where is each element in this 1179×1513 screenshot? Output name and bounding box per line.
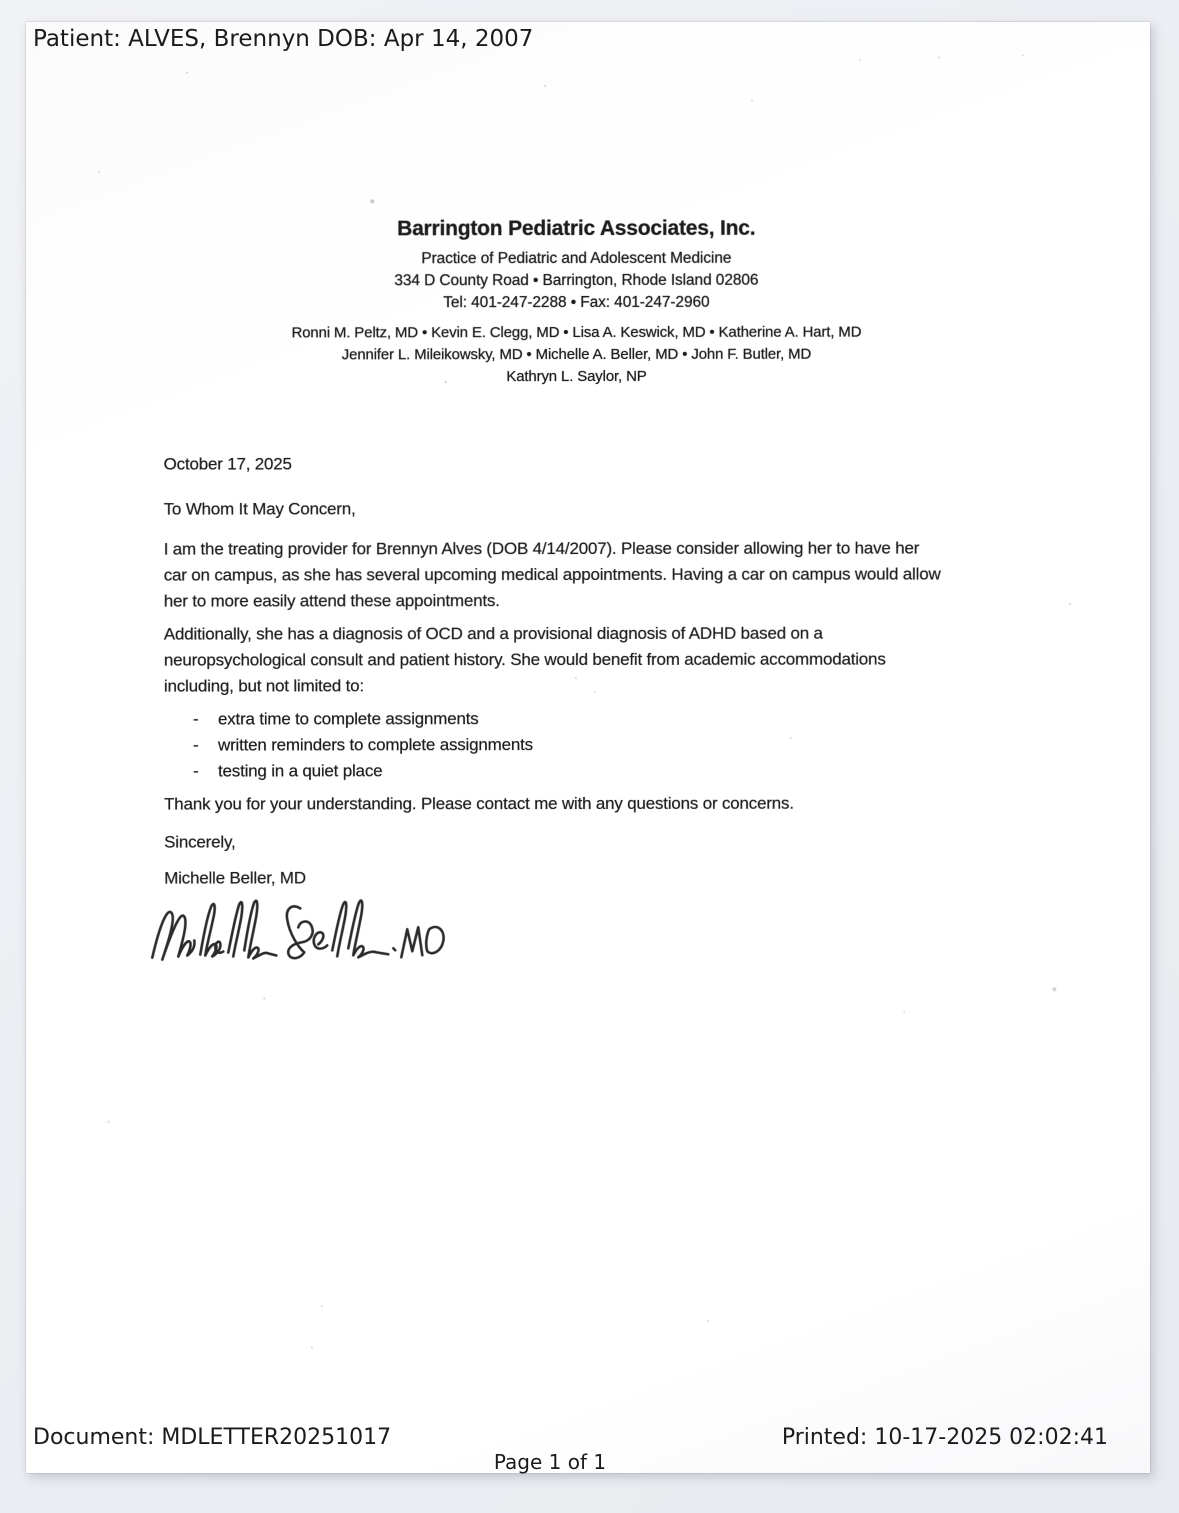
closing-paragraph: Thank you for your understanding. Please contact me with any questions or concerns. [164, 793, 794, 814]
list-item [164, 731, 1064, 758]
paragraph-diagnosis: Additionally, she has a diagnosis of OCD and a provisional diagnosis of ADHD based on a neuropsychological consult and patient history. She would benefit from academic accommodations including, but not limited to: [163, 623, 886, 696]
list-item [164, 757, 1064, 784]
list-item [164, 705, 1064, 732]
valediction: Sincerely, [164, 832, 236, 852]
providers-line-2: Jennifer L. Mileikowsky, MD • Michelle A. Beller, MD • John F. Butler, MD [341, 345, 812, 364]
providers-line-1: Ronni M. Peltz, MD • Kevin E. Clegg, MD • Lisa A. Keswick, MD • Katherine A. Hart, MD [291, 323, 862, 342]
bullet-dash: - [193, 761, 199, 781]
printed-timestamp: Printed: 10-17-2025 02:02:41 [781, 1425, 1108, 1450]
salutation: To Whom It May Concern, [163, 499, 356, 519]
practice-phone-fax: Tel: 401-247-2288 • Fax: 401-247-2960 [443, 293, 710, 312]
paragraph-car-request: I am the treating provider for Brennyn Alves (DOB 4/14/2007). Please consider allowing her to have her car on campus, as she has several upcoming medical appointments. Having a car on campus would allow her to more easily attend these appointments. [163, 538, 941, 611]
scanned-letter [25, 21, 1151, 1474]
signer-name: Michelle Beller, MD [164, 868, 306, 888]
providers-list [14, 321, 1138, 389]
practice-name: Barrington Pediatric Associates, Inc. [397, 216, 756, 241]
page-indicator: Page 1 of 1 [493, 1450, 607, 1474]
list-item-text: written reminders to complete assignments [217, 735, 533, 755]
bullet-dash: - [192, 735, 199, 755]
practice-tagline: Practice of Pediatric and Adolescent Medicine [421, 249, 732, 268]
letterhead [14, 213, 1138, 389]
scan-artifacts [25, 23, 27, 25]
bullet-dash: - [192, 709, 199, 729]
accommodations-list [164, 705, 1064, 784]
list-item-text: testing in a quiet place [218, 761, 383, 781]
signature-image [148, 889, 448, 981]
document-page [26, 22, 1150, 1473]
document-id: Document: MDLETTER20251017 [33, 1425, 392, 1450]
providers-line-3: Kathryn L. Saylor, NP [506, 367, 647, 386]
list-item-text: extra time to complete assignments [217, 709, 479, 729]
letter-body [164, 450, 1065, 981]
practice-address: 334 D County Road • Barrington, Rhode Island 02806 [394, 271, 759, 290]
letter-date: October 17, 2025 [163, 454, 292, 474]
patient-header: Patient: ALVES, Brennyn DOB: Apr 14, 2007 [33, 26, 534, 52]
